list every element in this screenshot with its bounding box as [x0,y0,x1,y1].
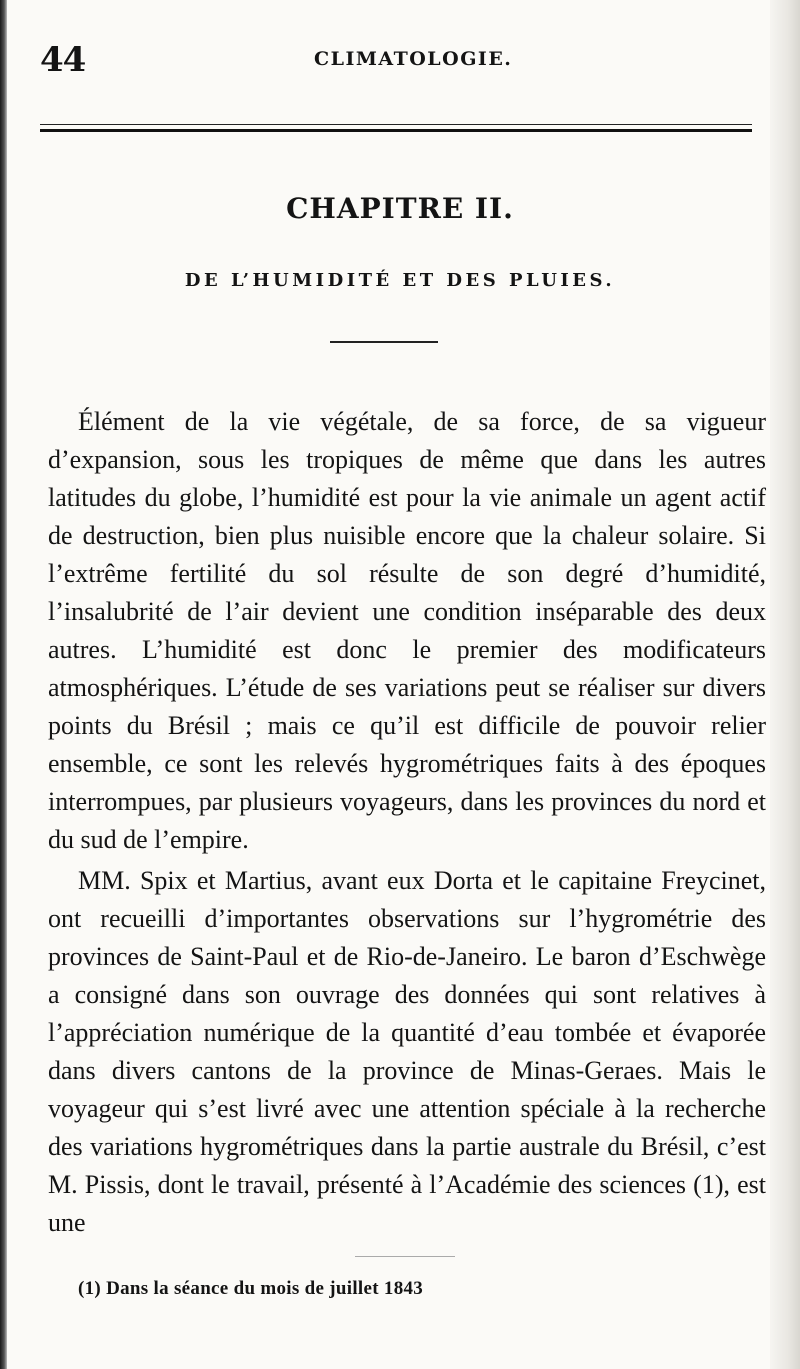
chapter-subtitle: DE L’HUMIDITÉ ET DES PLUIES. [184,270,616,291]
running-head: CLIMATOLOGIE. [314,48,513,70]
header-rule-thick [40,129,752,132]
footnote-rule [355,1256,455,1257]
paragraph-1: Élément de la vie végétale, de sa force, de sa vigueur d’expansion, sous les tropiques de même que dans les autres latitudes du globe, l’humidité est pour la vie animale un agent actif de destruction, bien plus nuisible encore que la chaleur solaire. Si l’extrême fertilité du sol résulte de son degré d’humidité, l’insalubrité de l’air devient une condition inséparable des deux autres. L’humidité est donc le premier des modificateurs atmosphériques. L’étude de ses variations peut se réaliser sur divers points du Brésil ; mais ce qu’il est difficile de pouvoir relier ensemble, ce sont les relevés hygrométriques faits à des époques interrompues, par plusieurs voyageurs, dans les provinces du nord et du sud de l’empire. [48,407,766,854]
chapter-title: CHAPITRE II. [286,192,514,225]
header-rule-thin [40,124,752,125]
paragraph-2: MM. Spix et Martius, avant eux Dorta et le capitaine Freycinet, ont recueilli d’importantes observations sur l’hygrométrie des provinces de Saint-Paul et de Rio-de-Janeiro. Le baron d’Eschwège a consigné dans son ouvrage des données qui sont relatives à l’appréciation numérique de la quantité d’eau tombée et évaporée dans divers cantons de la province de Minas-Geraes. Mais le voyageur qui s’est livré avec une attention spéciale à la recherche des variations hygrométriques dans la partie australe du Brésil, c’est M. Pissis, dont le travail, présenté à l’Académie des sciences (1), est une [48,866,766,1237]
body-text [48,403,766,1242]
chapter-divider-rule [330,341,438,343]
footnote: (1) Dans la séance du mois de juillet 1843 [78,1278,424,1299]
page-number: 44 [40,40,86,80]
